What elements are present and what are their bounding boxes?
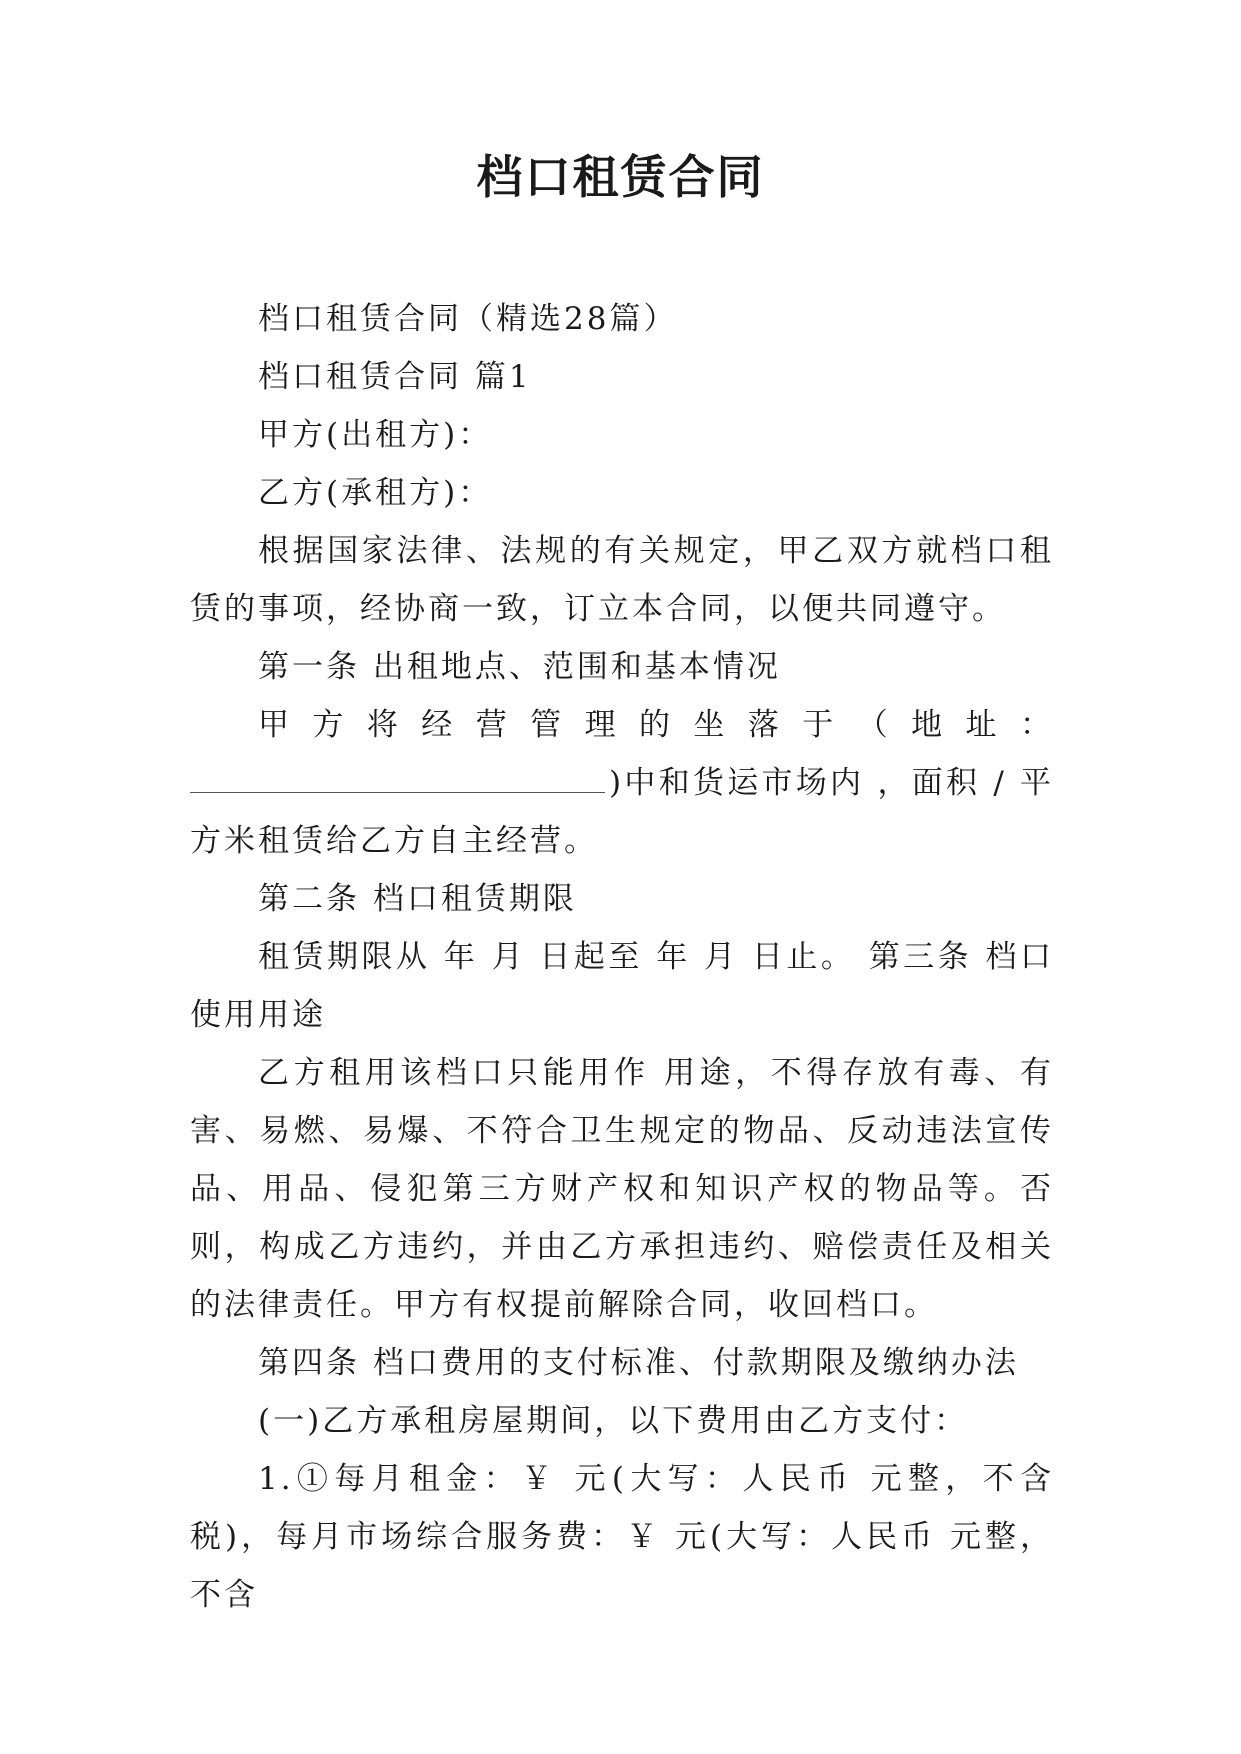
article-1-address-line: 甲 方 将 经 营 管 理 的 坐 落 于 （ 地 址 ： <box>258 707 1054 743</box>
paragraph-party-b: 乙方(承租方)： <box>258 475 493 511</box>
paragraph-article-1-line1 <box>190 696 1054 754</box>
paragraph-article-1-rest <box>190 754 1054 870</box>
address-blank-line <box>190 766 605 793</box>
paragraph-preamble: 根据国家法律、法规的有关规定，甲乙双方就档口租赁的事项，经协商一致，订立本合同，以便共同遵守。 <box>190 533 1054 627</box>
paragraph-article-4-heading: 第四条 档口费用的支付标准、付款期限及缴纳办法 <box>258 1345 1019 1381</box>
paragraph-usage: 乙方租用该档口只能用作 用途，不得存放有毒、有害、易燃、易爆、不符合卫生规定的物品、反动违法宣传品、用品、侵犯第三方财产权和知识产权的物品等。否则，构成乙方违约，并由乙方承担违约、赔偿责任及相关的法律责任。甲方有权提前解除合同，收回档口。 <box>190 1055 1054 1323</box>
paragraph-lease-term: 租赁期限从 年 月 日起至 年 月 日止。 第三条 档口使用用途 <box>190 939 1054 1033</box>
document-title: 档口租赁合同 <box>476 150 765 204</box>
paragraph-fees-intro: (一)乙方承租房屋期间，以下费用由乙方支付： <box>258 1403 969 1439</box>
paragraph-article-2-heading: 第二条 档口租赁期限 <box>258 881 577 917</box>
document-body <box>190 290 1054 1624</box>
paragraph-article-1-heading: 第一条 出租地点、范围和基本情况 <box>258 649 781 685</box>
paragraph-monthly-rent: 1.①每月租金：￥ 元(大写：人民币 元整，不含税)，每月市场综合服务费：￥ 元(大写：人民币 元整，不含 <box>190 1461 1054 1613</box>
paragraph-party-a: 甲方(出租方)： <box>258 417 493 453</box>
paragraph-subtitle: 档口租赁合同（精选28篇） <box>258 301 678 337</box>
article-1-location-text: )中和货运市场内 ，面积 / 平方米租赁给乙方自主经营。 <box>190 765 1054 859</box>
paragraph-section-heading: 档口租赁合同 篇1 <box>258 359 532 395</box>
